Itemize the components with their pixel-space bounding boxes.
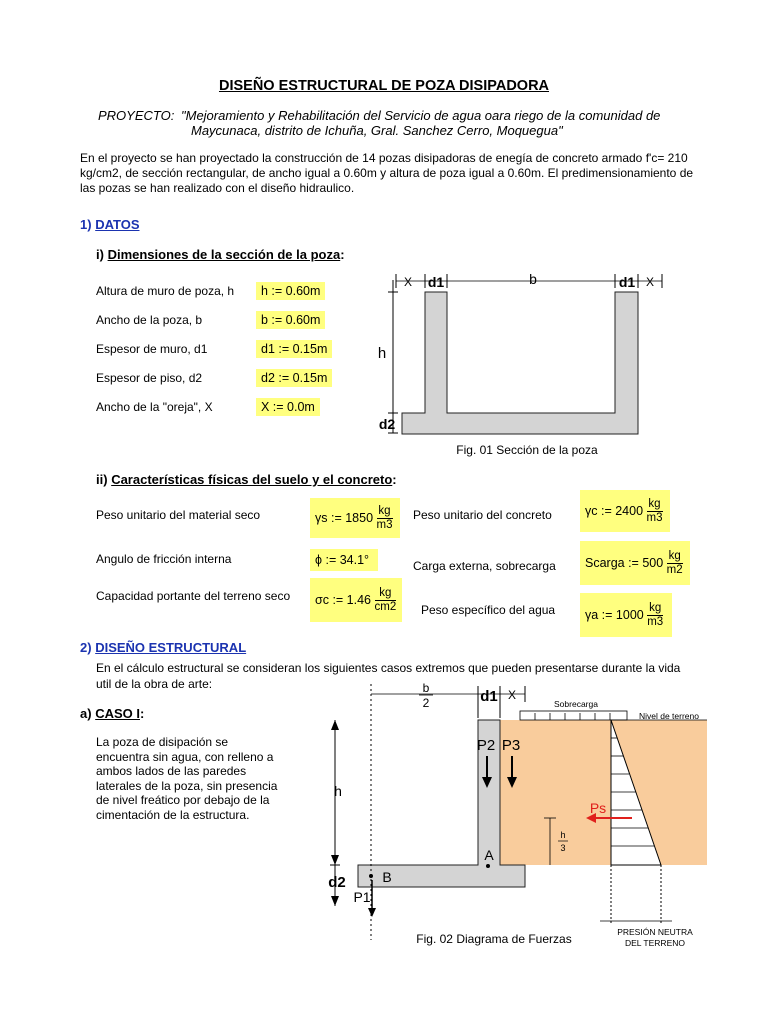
fig2-nivel-terreno: Nivel de terreno [638,711,700,721]
subsection-i-number: i) [96,247,104,262]
sigma-unit-den: cm2 [374,600,397,613]
dim-label-d1: Espesor de muro, d1 [96,342,208,356]
page-title: DISEÑO ESTRUCTURAL DE POZA DISIPADORA [218,78,550,94]
fig-02-force-diagram [320,680,715,958]
soil-fill [500,720,707,865]
section-1-heading [80,217,140,232]
section-2-title: DISEÑO ESTRUCTURAL [95,640,247,655]
gamma-c-value: γc := 2400 [585,504,644,518]
dim-value-d2: d2 := 0.15m [256,369,332,387]
project-line-2: Maycunaca, distrito de Ichuña, Gral. Sanchez Cerro, Moquegua" [191,123,563,138]
case-desc-line: de nivel freático por debajo de la [96,793,270,808]
gamma-c-value-box [580,490,670,532]
case-desc-line: ambos lados de las paredes [96,764,247,779]
section-1-number: 1) [80,217,92,232]
gamma-a-label: Peso específico del agua [421,603,556,617]
project-label: PROYECTO: [98,108,175,123]
fig-01-section-diagram [370,266,670,462]
gamma-a-unit-num: kg [649,602,662,615]
fig2-h-num: h [560,830,566,840]
case-desc-line: cimentación de la estructura. [96,807,250,822]
gamma-a-value: γa := 1000 [585,608,644,622]
intro-line-2: kg/cm2, de sección rectangular, de ancho igual a 0.60m y altura de poza igual a 0.60m. El predimensionamiento de [80,166,694,180]
gamma-s-label: Peso unitario del material seco [96,508,261,522]
scarga-label: Carga externa, sobrecarga [413,559,556,573]
section-1-title: DATOS [95,217,140,232]
subsection-ii-heading: ii) Características físicas del suelo y el concreto: [96,472,397,487]
dim-value-x: X := 0.0m [256,398,320,416]
case-1-heading: a) CASO I: [80,706,145,721]
fig1-h: h [377,345,387,362]
scarga-unit-den: m2 [666,563,683,576]
gamma-c-unit-den: m3 [646,511,663,524]
sigma-value-box [310,578,402,622]
scarga-value-box [580,541,690,585]
dim-value-b: b := 0.60m [256,311,325,329]
dim-label-h: Altura de muro de poza, h [96,284,235,298]
fig1-x-left: X [403,275,413,289]
sigma-unit-num: kg [375,587,397,600]
sigma-label: Capacidad portante del terreno seco [96,589,291,603]
subsection-i-title: Dimensiones de la sección de la poza [107,247,341,262]
fig2-ps: Ps [589,800,607,816]
fig2-h: h [334,783,342,799]
sigma-value: σc := 1.46 [315,593,372,607]
gamma-s-value: γs := 1850 [315,511,374,525]
fig2-sobrecarga: Sobrecarga [554,699,598,709]
case-1-number: a) [80,706,92,721]
case-desc-line: La poza de disipación se [96,735,229,749]
gamma-s-unit-den: m3 [376,518,393,531]
dim-label-d2: Espesor de piso, d2 [96,371,203,385]
fig1-caption: Fig. 01 Sección de la poza [456,443,598,457]
gamma-c-unit-num: kg [648,498,661,511]
gamma-c-label: Peso unitario del concreto [413,508,552,522]
fig2-point-b: B [382,869,392,885]
intro-line-1: En el proyecto se han proyectado la construcción de 14 pozas disipadoras de enegía de concreto armado f'c= 210 [80,151,688,165]
subsection-ii-number: ii) [96,472,108,487]
fig2-x: X [507,688,517,702]
fig2-b-den: 2 [422,696,430,710]
phi-label: Angulo de fricción interna [96,552,232,566]
pool-cross-section [402,292,638,434]
gamma-a-unit-den: m3 [647,615,664,628]
fig2-h-den: 3 [560,843,566,853]
section-2-text-2: util de la obra de arte: [96,677,213,691]
scarga-value: Scarga := 500 [585,556,664,570]
gamma-s-value-box [310,498,400,538]
fig2-p1: P1 [353,889,371,905]
phi-value: ϕ := 34.1° [315,553,370,567]
section-2-text-1: En el cálculo estructural se consideran los siguientes casos extremos que pueden presentarse durante la vida [96,661,681,675]
surcharge-load-bar [520,711,627,720]
subsection-ii-title: Características físicas del suelo y el concreto [111,472,393,487]
fig1-d1-right: d1 [618,274,636,290]
fig1-d2: d2 [378,416,396,432]
fig2-caption: Fig. 02 Diagrama de Fuerzas [416,932,572,946]
case-desc-line: encuentra sin agua, con relleno a [96,749,274,764]
fig2-d2: d2 [328,874,346,891]
phi-value-box [310,549,378,571]
case-1-title: CASO I [95,706,140,721]
fig2-d1: d1 [480,688,498,705]
gamma-s-unit-num: kg [378,505,391,518]
case-1-description [96,735,277,823]
dim-label-b: Ancho de la poza, b [96,313,203,327]
section-2-number: 2) [80,640,92,655]
dim-value-d1: d1 := 0.15m [256,340,332,358]
pool-wall-section [358,720,525,887]
dim-value-h: h := 0.60m [256,282,325,300]
scarga-unit-num: kg [668,550,681,563]
fig1-b: b [529,271,537,287]
fig2-p3: P3 [501,737,521,754]
dim-label-x: Ancho de la "oreja", X [96,400,213,414]
fig1-x-right: X [645,275,655,289]
intro-line-3: las pozas se han realizado con el diseño hidraulico. [80,181,355,195]
fig2-presion-1: PRESIÓN NEUTRA [617,927,693,937]
fig1-d1-left: d1 [427,274,445,290]
fig2-p2: P2 [476,737,496,754]
fig2-point-a: A [484,847,494,863]
gamma-a-value-box [580,593,672,637]
section-2-heading [80,640,246,655]
subsection-i-heading: i) Dimensiones de la sección de la poza: [96,247,345,262]
fig2-presion-2: DEL TERRENO [625,938,685,948]
project-line-1: "Mejoramiento y Rehabilitación del Servicio de agua oara riego de la comunidad de [181,108,661,123]
fig2-b-num: b [422,681,430,695]
case-desc-line: laterales de la poza, sin presencia [96,778,278,793]
